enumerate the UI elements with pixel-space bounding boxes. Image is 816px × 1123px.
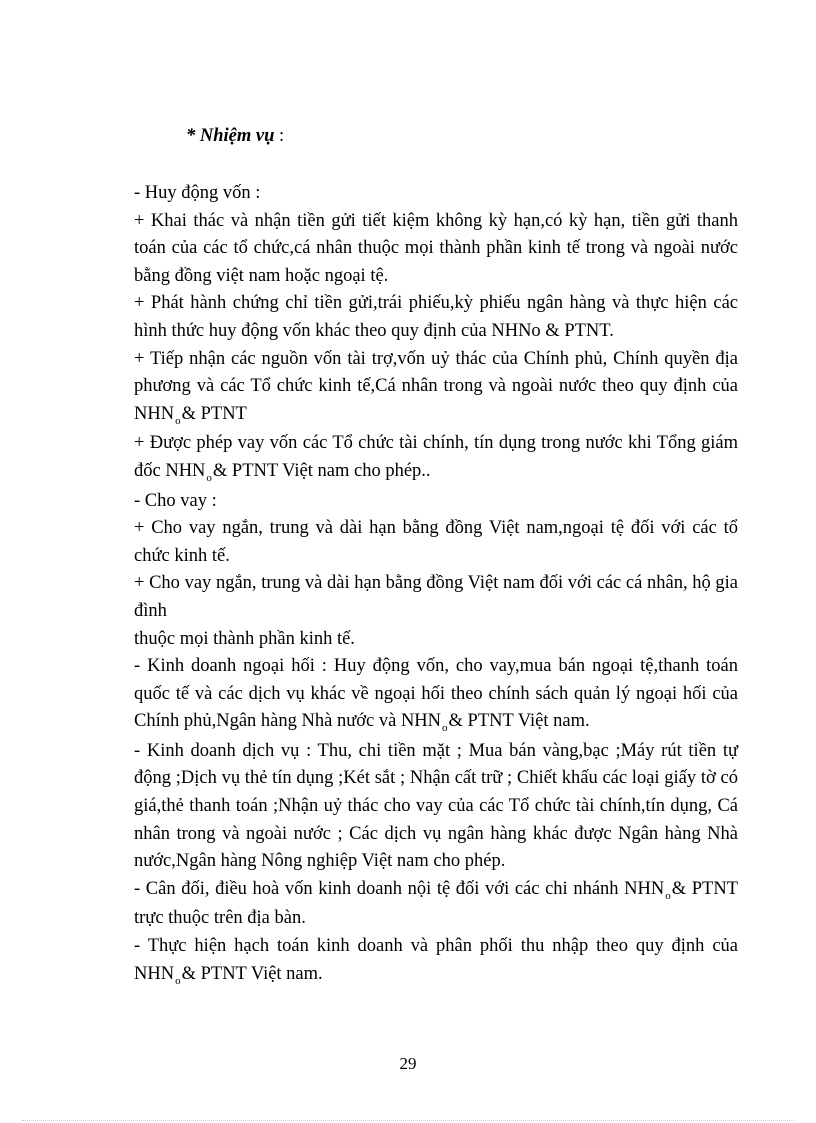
paragraph-forex (134, 653, 738, 738)
paragraph-lending-individuals: + Cho vay ngắn, trung và dài hạn bằng đồng Việt nam đối với các cá nhân, hộ gia đình (134, 573, 738, 621)
subscript-o: o (665, 889, 671, 902)
text-segment: & PTNT Việt nam. (181, 963, 323, 984)
paragraph-lending-orgs: + Cho vay ngắn, trung và dài hạn bằng đồng Việt nam,ngoại tệ đối với các tổ chức kinh tế. (134, 518, 738, 566)
text-segment: & PTNT (181, 403, 247, 424)
subscript-o: o (175, 414, 181, 427)
text-segment: - Kinh doanh ngoại hối : Huy động vốn, cho vay,mua bán ngoại tệ,thanh toán quốc tế và các dịch vụ khác về ngoại hối theo chính sách quản lý ngoại hối của Chính phủ,Ngân hàng Nhà nước và NHN (134, 656, 738, 732)
paragraph-accounting (134, 933, 738, 990)
text-segment: & PTNT Việt nam cho phép.. (212, 460, 431, 481)
paragraph-borrowing (134, 430, 738, 487)
heading-marker: * (186, 126, 196, 146)
paragraph-capital-mobilization: - Huy động vốn : (134, 183, 261, 203)
paragraph-balancing (134, 876, 738, 933)
text-segment: - Thực hiện hạch toán kinh doanh và phân phối thu nhập theo quy định của NHN (134, 936, 738, 984)
paragraph-lending: - Cho vay : (134, 490, 217, 511)
paragraph-lending-individuals-cont: thuộc mọi thành phần kinh tế. (134, 628, 355, 649)
text-segment: + Được phép vay vốn các Tổ chức tài chính, tín dụng trong nước khi Tổng giám đốc NHN (134, 433, 738, 481)
text-segment: & PTNT Việt nam. (448, 711, 590, 732)
text-segment: + Tiếp nhận các nguồn vốn tài trợ,vốn uỷ thác của Chính phủ, Chính quyền địa phương và các Tổ chức kinh tế,Cá nhân trong và ngoài nước theo quy định của NHN (134, 348, 738, 424)
paragraph-deposits: + Khai thác và nhận tiền gửi tiết kiệm không kỳ hạn,có kỳ hạn, tiền gửi thanh toán của các tổ chức,cá nhân thuộc mọi thành phần kinh tế trong và ngoài nước bằng đồng việt nam hoặc ngoại tệ. (134, 210, 738, 286)
paragraph-services: - Kinh doanh dịch vụ : Thu, chi tiền mặt ; Mua bán vàng,bạc ;Máy rút tiền tự động ;Dịch vụ thẻ tín dụng ;Két sắt ; Nhận cất trữ ; Chiết khấu các loại giấy tờ có giá,thẻ thanh toán ;Nhận uỷ thác cho vay của các Tổ chức tài chính,tín dụng, Cá nhân trong và ngoài nước ; Các dịch vụ ngân hàng khác được Ngân hàng Nhà nước,Ngân hàng Nông nghiệp Việt nam cho phép. (134, 740, 738, 872)
page-bottom-divider (22, 1120, 794, 1121)
text-segment: & PTNT trực thuộc trên địa bàn. (134, 878, 738, 929)
text-segment: - Cân đối, điều hoà vốn kinh doanh nội tệ đối với các chi nhánh NHN (134, 878, 665, 899)
subscript-o: o (206, 471, 212, 484)
heading-colon: : (279, 126, 285, 146)
heading-title: Nhiệm vụ (199, 126, 275, 146)
subscript-o: o (442, 722, 448, 735)
paragraph-funding-sources (134, 346, 738, 431)
paragraph-certificates: + Phát hành chứng chỉ tiền gửi,trái phiếu,kỳ phiếu ngân hàng và thực hiện các hình thức huy động vốn khác theo quy định của NHNo & PTNT. (134, 293, 738, 341)
page-number: 29 (399, 1054, 417, 1073)
section-heading (186, 124, 284, 148)
subscript-o: o (175, 974, 181, 987)
document-body (134, 180, 738, 990)
